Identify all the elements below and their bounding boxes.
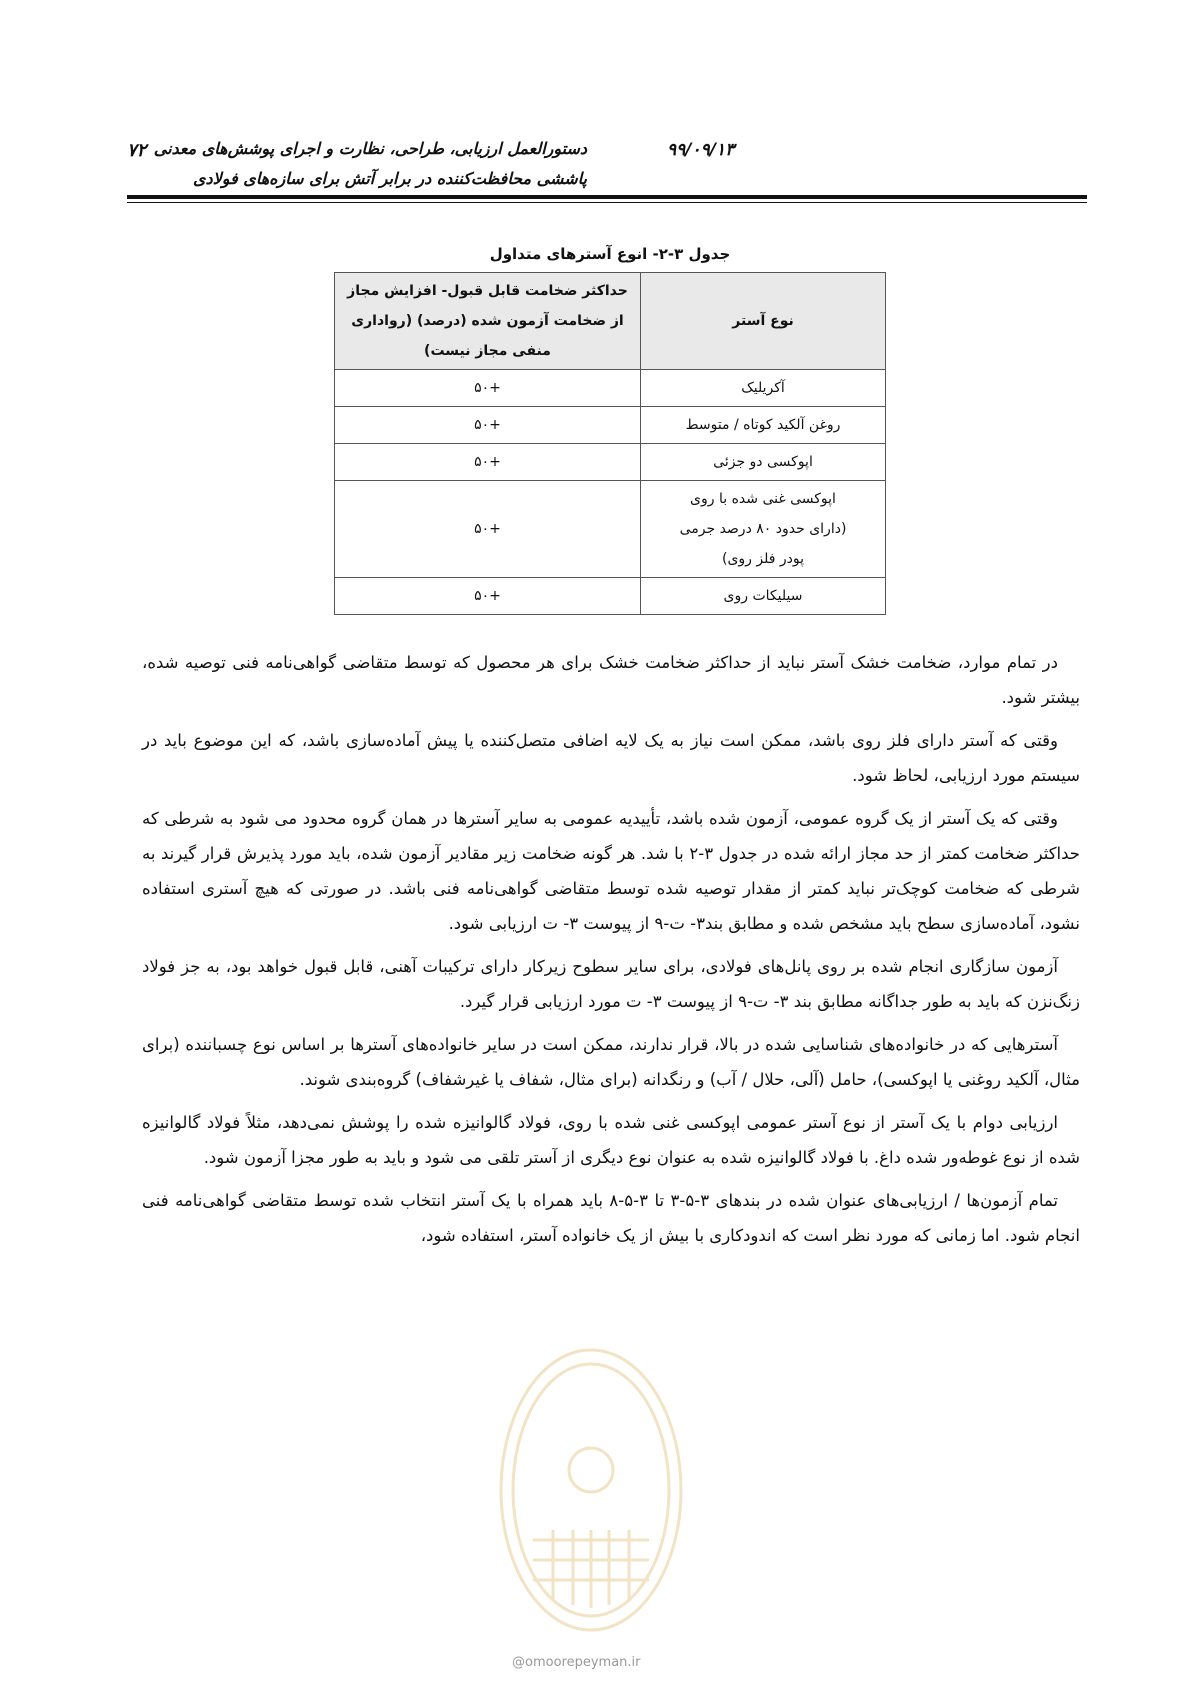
body-text: [142, 645, 1080, 1261]
header-rule-thick: [127, 195, 1087, 199]
cell-thickness: +۵۰: [335, 481, 641, 578]
liner-types-table: [334, 272, 886, 615]
table-row: [335, 444, 886, 481]
table-caption: جدول ۳-۲- انوع آسترهای متداول: [489, 245, 731, 263]
page-header: [127, 126, 1087, 200]
cell-liner-type: سیلیکات روی: [641, 578, 886, 615]
page-number: ۷۲: [127, 140, 147, 161]
cell-thickness: +۵۰: [335, 407, 641, 444]
table-row: [335, 578, 886, 615]
title-line-2: پاششی محافظت‌کننده در برابر آتش برای سازه‌های فولادی: [193, 169, 587, 188]
paragraph: آسترهایی که در خانواده‌های شناسایی شده در بالا، قرار ندارند، ممکن است در سایر خانواده‌های آسترها بر اساس نوع چسباننده (برای مثال، آلکید روغنی یا اپوکسی)، حامل (آلی، حلال / آب) و رنگدانه (برای مثال، شفاف یا غیرشفاف) گروه‌بندی شوند.: [142, 1035, 1080, 1089]
title-line-1: دستورالعمل ارزیابی، طراحی، نظارت و اجرای پوشش‌های معدنی: [153, 139, 587, 158]
table-row: [335, 407, 886, 444]
table-row: [335, 481, 886, 578]
paragraph: تمام آزمون‌ها / ارزیابی‌های عنوان شده در بندهای ۳-۵-۳ تا ۳-۵-۸ باید همراه با یک آستر انتخاب شده توسط متقاضی گواهی‌نامه فنی انجام شود. اما زمانی که مورد نظر است که اندودکاری با بیش از یک خانواده آستر، استفاده شود،: [142, 1191, 1080, 1245]
paragraph: وقتی که آستر دارای فلز روی باشد، ممکن است نیاز به یک لایه اضافی متصل‌کننده یا پیش آماده‌سازی باشد، که این موضوع باید در سیستم مورد ارزیابی، لحاظ شود.: [142, 731, 1080, 785]
paragraph: وقتی که یک آستر از یک گروه عمومی، آزمون شده باشد، تأییدیه عمومی به سایر آسترها در همان گروه محدود می شود به شرطی که حداکثر ضخامت کمتر از حد مجاز ارائه شده در جدول ۳-۲ با شد. هر گونه ضخامت زیر مقادیر آزمون شده، باید مورد پذیرش قرار گیرند به شرطی که ضخامت کوچک‌تر نباید کمتر از مقدار توصیه شده توسط متقاضی گواهی‌نامه فنی باشد. در صورتی که هیچ آستری استفاده نشود، آماده‌سازی سطح باید مشخص شده و مطابق بند۳- ت-۹ از پیوست ۳- ت ارزیابی شود.: [142, 809, 1080, 933]
header-liner-type: نوع آستر: [641, 273, 886, 370]
header-max-thickness: حداکثر ضخامت قابل قبول- افزایش مجاز از ضخامت آزمون شده (درصد) (رواداری منفی مجاز نیست): [335, 273, 641, 370]
header-rule-thin: [127, 202, 1087, 203]
paragraph: ارزیابی دوام با یک آستر از نوع آستر عمومی اپوکسی غنی شده با روی، فولاد گالوانیزه شده را پوشش نمی‌دهد، مثلاً فولاد گالوانیزه شده از نوع غوطه‌ور شده داغ. با فولاد گالوانیزه شده به عنوان نوع دیگری از آستر تلقی می شود و باید به طور مجزا آزمون شود.: [142, 1113, 1080, 1167]
table-header-row: [335, 273, 886, 370]
cell-thickness: +۵۰: [335, 370, 641, 407]
cell-liner-type: آکریلیک: [641, 370, 886, 407]
cell-thickness: +۵۰: [335, 444, 641, 481]
cell-liner-type: اپوکسی غنی شده با روی (دارای حدود ۸۰ درصد جرمی پودر فلز روی): [641, 481, 886, 578]
watermark-url: @omoorepeyman.ir: [512, 1655, 641, 1670]
paragraph: در تمام موارد، ضخامت خشک آستر نباید از حداکثر ضخامت خشک برای هر محصول که توسط متقاضی گواهی‌نامه فنی توصیه شده، بیشتر شود.: [142, 653, 1080, 707]
watermark-logo: [493, 1340, 689, 1640]
header-date: ۹۹/۰۹/۱۳: [667, 140, 735, 160]
cell-liner-type: روغن آلکید کوتاه / متوسط: [641, 407, 886, 444]
document-title: [154, 134, 587, 194]
cell-thickness: +۵۰: [335, 578, 641, 615]
paragraph: آزمون سازگاری انجام شده بر روی پانل‌های فولادی، برای سایر سطوح زیرکار دارای ترکیبات آهنی، قابل قبول خواهد بود، به جز فولاد زنگ‌نزن که باید به طور جداگانه مطابق بند ۳- ت-۹ از پیوست ۳- ت مورد ارزیابی قرار گیرد.: [142, 957, 1080, 1011]
table-row: [335, 370, 886, 407]
cell-liner-type: اپوکسی دو جزئی: [641, 444, 886, 481]
